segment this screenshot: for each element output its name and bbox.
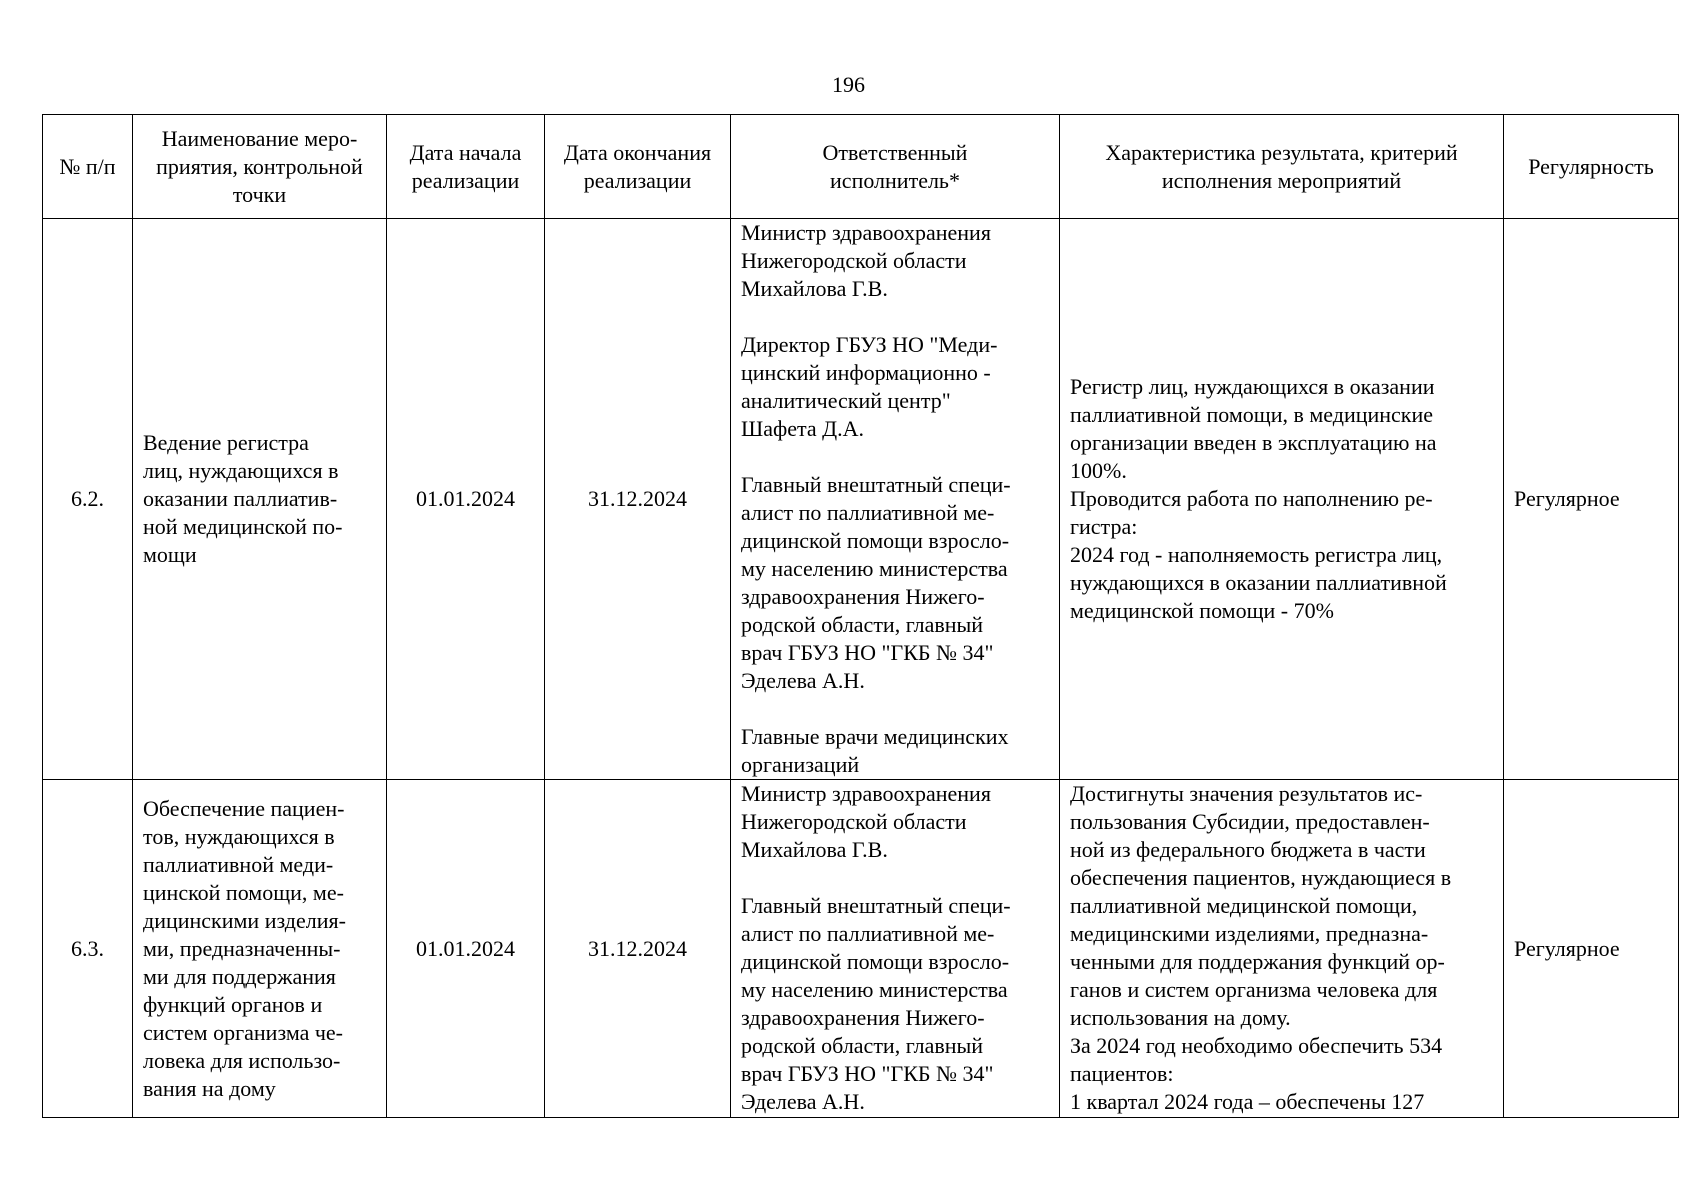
end-date: 31.12.2024 [545, 219, 731, 780]
start-date: 01.01.2024 [387, 780, 545, 1118]
result-description: Достигнуты значения результатов ис- пользования Субсидии, предоставлен- ной из федерального бюджета в части обеспечения пациентов, нуждающиеся в паллиативной медицинской помощи, медицинскими изделиями, предназна- ченными для поддержания функций ор- ганов и систем организма человека для использования на дому. За 2024 год необходимо обеспечить 534 пациентов: 1 квартал 2024 года – обеспечены 127 [1060, 780, 1504, 1118]
end-date: 31.12.2024 [545, 780, 731, 1118]
responsible-executor: Министр здравоохранения Нижегородской области Михайлова Г.В. Главный внештатный специ- алист по паллиативной ме- дицинской помощи взросло- му населению министерства здравоохранения Нижего- родской области, главный врач ГБУЗ НО "ГКБ № 34" Эделева А.Н. [731, 780, 1060, 1118]
regularity: Регулярное [1504, 780, 1679, 1118]
header-responsible: Ответственный исполнитель* [731, 115, 1060, 219]
row-number: 6.2. [43, 219, 133, 780]
header-number: № п/п [43, 115, 133, 219]
responsible-executor: Министр здравоохранения Нижегородской области Михайлова Г.В. Директор ГБУЗ НО "Меди- цинский информационно - аналитический центр" Шафета Д.А. Главный внештатный специ- алист по паллиативной ме- дицинской помощи взросло- му населению министерства здравоохранения Нижего- родской области, главный врач ГБУЗ НО "ГКБ № 34" Эделева А.Н. Главные врачи медицинских организаций [731, 219, 1060, 780]
result-description: Регистр лиц, нуждающихся в оказании паллиативной помощи, в медицинские организации введен в эксплуатацию на 100%. Проводится работа по наполнению ре- гистра: 2024 год - наполняемость регистра лиц, нуждающихся в оказании паллиативной медицинской помощи - 70% [1060, 219, 1504, 780]
header-regularity: Регулярность [1504, 115, 1679, 219]
header-result: Характеристика результата, критерий исполнения мероприятий [1060, 115, 1504, 219]
measure-name: Ведение регистра лиц, нуждающихся в оказании паллиатив- ной медицинской по- мощи [133, 219, 387, 780]
header-measure-name: Наименование меро- приятия, контрольной точки [133, 115, 387, 219]
header-row [43, 115, 1679, 219]
measures-table [42, 114, 1679, 1118]
row-number: 6.3. [43, 780, 133, 1118]
start-date: 01.01.2024 [387, 219, 545, 780]
table-row [43, 219, 1679, 780]
measure-name: Обеспечение пациен- тов, нуждающихся в паллиативной меди- цинской помощи, ме- дицинскими изделия- ми, предназначенны- ми для поддержания функций органов и систем организма че- ловека для использо- вания на дому [133, 780, 387, 1118]
table-row [43, 780, 1679, 1118]
regularity: Регулярное [1504, 219, 1679, 780]
header-end-date: Дата окончания реализации [545, 115, 731, 219]
header-start-date: Дата начала реализации [387, 115, 545, 219]
page-number: 196 [832, 72, 865, 97]
